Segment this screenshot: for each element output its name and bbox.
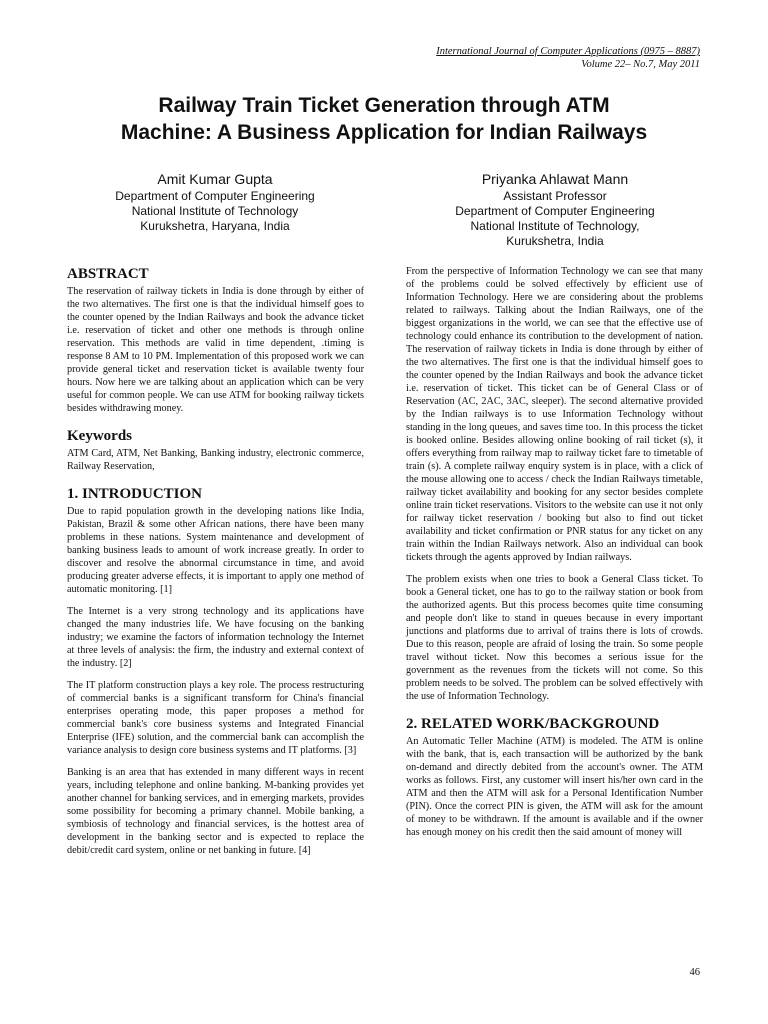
introduction-paragraph: Due to rapid population growth in the developing nations like India, Pakistan, Brazil & some other African nations, there have been many problems in these nations. System maintenance and development of banking business leads to amount of work increase greatly. In order to discover and resolve the abnormal circumstance in time, and avoid producing greater adverse effects, it is important to apply one method of automatic monitoring. [1] <box>67 506 364 595</box>
keywords-text: ATM Card, ATM, Net Banking, Banking industry, electronic commerce, Railway Reservation, <box>67 448 364 472</box>
right-column <box>406 265 703 848</box>
introduction-heading: 1. INTRODUCTION <box>67 486 203 502</box>
author-affiliation-line: National Institute of Technology, <box>470 219 640 233</box>
abstract-text: The reservation of railway tickets in India is done through by either of the two alternatives. The first one is that the individual himself goes to the counter opened by the Indian Railways and book the advance ticket i.e. reservation of ticket and other one methods is through online reservation. This methods are valid in time dependent, .timing is response 8 AM to 10 PM. Implementation of this proposed work we can provide general ticket and reservation ticket is available twenty four hours. Now here we are talking about an application which can be very useful for common people. We can use ATM for booking railway tickets besides withdrawing money. <box>67 286 364 414</box>
body-paragraph: The problem exists when one tries to book a General Class ticket. To book a General ticket, one has to go to the railway station or book from the authorized agents. But this process becomes quite time consuming and people don't like to stand in queues because in every important junctions and platforms due to arrival of trains there is lots of crowds. Due to this reason, people are afraid of losing the train. So some people travel without ticket. Now this becomes a serious issue for the government as the revenues from the tickets will not come. So this problem needs to be solved. The problem can be solved effectively with the use of Information Technology. <box>406 574 703 702</box>
author-affiliation-line: Kurukshetra, India <box>506 234 604 248</box>
author-affiliation-line: Department of Computer Engineering <box>115 189 315 203</box>
page-number: 46 <box>689 967 700 978</box>
introduction-paragraph: The Internet is a very strong technology and its applications have changed the many industries life. We have focusing on the banking industry; we examine the factors of information technology the Internet at three levels of analysis: the firm, the industry and external context of the industry. [2] <box>67 606 364 669</box>
author-affiliation-line: Department of Computer Engineering <box>455 204 655 218</box>
body-paragraph: From the perspective of Information Technology we can see that many of the problems could be solved effectively by efficient use of Information Technology. Here we are considering about the problems related to railways. Talking about the Indian Railways, one of the biggest organizations in the world, we can see that the effective use of technology could enhance its contribution to the development of nation. The reservation of railway tickets in India is done through by either of the two alternatives. The first one is that the individual himself goes to the counter opened by the Indian Railways and book the advance ticket i.e. reservation of ticket. This ticket can be of General Class or of Reservation (AC, 2AC, 3AC, sleeper). The second alternative provided by the Indian railways is to use Information Technology without standing in the long queues, and saves time too. In this process the ticket is booked online. Besides allowing online booking of rail ticket (s), it offers everything from railway map to railway ticket fare to timetable of train (s). A complete railway enquiry system is in place, with a click of the mouse allowing one to access / check the Indian Railways timetable, railway ticket availability and booking for any sector besides complete online train ticket reservations. Visitors to the website can use it not only for railway ticket reservation / booking but also to find out ticket availability and ticket confirmation or PNR status for any ticket on any train within the Indian Railways network. Also an individual can book tickets through the agents approved by Indian railways. <box>406 266 703 563</box>
journal-volume: Volume 22– No.7, May 2011 <box>581 59 700 70</box>
left-column <box>67 265 364 866</box>
journal-name: International Journal of Computer Applications (0975 – 8887) <box>436 46 700 57</box>
author-block-2 <box>390 170 720 249</box>
paper-title <box>60 92 708 146</box>
introduction-paragraph: The IT platform construction plays a key role. The process restructuring of commercial banks is a significant transform for China's financial enterprises operating mode, this paper proposes a method for commercial bank's core business systems and Integrated Financial Enterprise (IFE) solution, and the commercial bank can accomplish the variance analysis to design core business systems and IT platforms. [3] <box>67 680 364 756</box>
author-affiliation-line: National Institute of Technology <box>131 204 299 218</box>
title-line-1: Railway Train Ticket Generation through ATM <box>158 94 610 117</box>
introduction-paragraph: Banking is an area that has extended in many different ways in recent years, including telephone and online banking. M-banking provides yet another channel for banking services, and in emerging markets, provides some possibility for becoming a primary channel. Mobile banking, a symbiosis of technology and financial services, is the hottest area of development in the banking sector and is expected to replace the debit/credit card system, online or net banking in future. [4] <box>67 767 364 856</box>
journal-header <box>436 45 700 71</box>
related-work-text: An Automatic Teller Machine (ATM) is modeled. The ATM is online with the bank, that is, each transaction will be authorized by the bank on-demand and directly debited from the account's owner. The ATM works as follows. First, any customer will insert his/her own card in the ATM and then the ATM will ask for a Personal Identification Number (PIN). Once the correct PIN is given, the ATM will ask for the amount of money to be withdrawn. If the amount is available and if the owner has enough money on his credit then the said amount of money will <box>406 736 703 838</box>
author-name: Priyanka Ahlawat Mann <box>481 171 629 187</box>
author-block-1 <box>50 170 380 234</box>
related-work-heading: 2. RELATED WORK/BACKGROUND <box>406 716 660 732</box>
author-name: Amit Kumar Gupta <box>157 171 273 187</box>
author-affiliation-line: Assistant Professor <box>503 189 607 203</box>
abstract-heading: ABSTRACT <box>67 266 149 282</box>
author-affiliation-line: Kurukshetra, Haryana, India <box>140 219 290 233</box>
title-line-2: Machine: A Business Application for Indian Railways <box>120 121 648 144</box>
keywords-heading: Keywords <box>67 428 132 444</box>
